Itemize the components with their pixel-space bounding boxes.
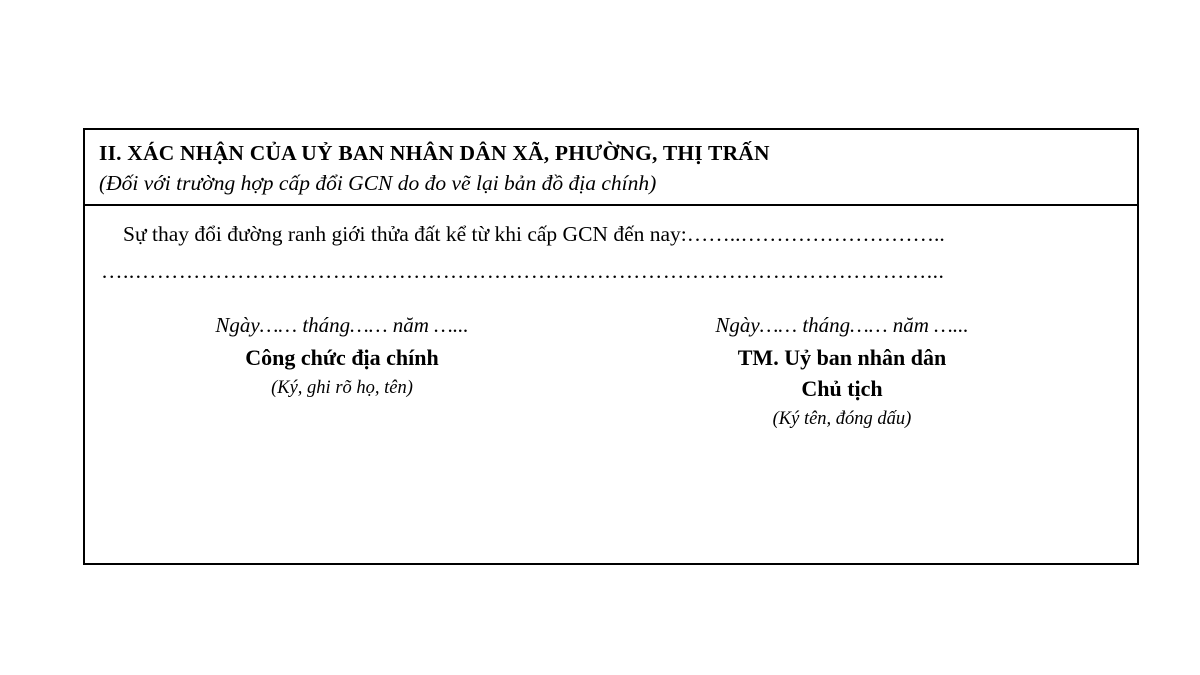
boundary-change-continuation-field[interactable]: …..………………………………………………………………………………………………... [101, 259, 945, 284]
signature-date-line-right[interactable]: Ngày…… tháng…… năm …... [715, 313, 969, 338]
signature-note-right: (Ký tên, đóng dấu) [772, 408, 912, 429]
confirmation-form-box [83, 128, 1139, 565]
form-header [85, 130, 1137, 206]
signature-date-line-left[interactable]: Ngày…… tháng…… năm …... [215, 313, 469, 338]
signature-role-committee: TM. Uỷ ban nhân dân [737, 345, 947, 371]
section-subtitle: (Đối với trường hợp cấp đổi GCN do đo vẽ lại bản đồ địa chính) [99, 171, 657, 196]
form-body [85, 206, 1137, 431]
section-title: II. XÁC NHẬN CỦA UỶ BAN NHÂN DÂN XÃ, PHƯỜNG, THỊ TRẤN [99, 141, 770, 165]
signature-role-chairman: Chủ tịch [801, 376, 883, 402]
boundary-change-field[interactable]: Sự thay đổi đường ranh giới thửa đất kể từ khi cấp GCN đến nay:……..……………………….. [123, 222, 945, 247]
signature-area [101, 312, 1121, 431]
signature-role-cadastral-officer: Công chức địa chính [245, 345, 439, 371]
signature-note-left: (Ký, ghi rõ họ, tên) [271, 378, 413, 399]
signature-block-cadastral-officer [127, 312, 557, 431]
signature-block-committee-chairman [627, 312, 1057, 431]
